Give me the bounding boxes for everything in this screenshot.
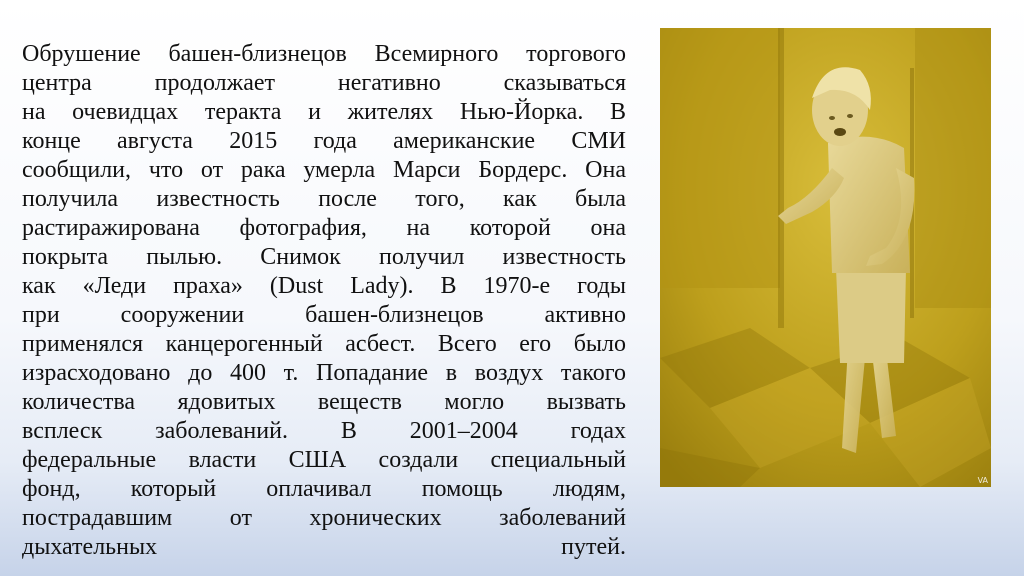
body-text-line: дыхательных путей. xyxy=(22,534,626,560)
body-text-line: центра продолжает негативно сказываться xyxy=(22,70,626,96)
body-text-line: получила известность после того, как была xyxy=(22,186,626,212)
body-text-line: Обрушение башен-близнецов Всемирного торгового xyxy=(22,41,626,67)
body-text-line: при сооружении башен-близнецов активно xyxy=(22,302,626,328)
photo-illustration xyxy=(660,28,991,487)
wall-edge xyxy=(778,28,784,328)
body-text-line: количества ядовитых веществ могло вызвать xyxy=(22,389,626,415)
body-text-line: применялся канцерогенный асбест. Всего его было xyxy=(22,331,626,357)
dust-lady-photo xyxy=(660,28,991,487)
body-text xyxy=(22,40,626,562)
body-text-line: федеральные власти США создали специальный xyxy=(22,447,626,473)
figure-eye xyxy=(847,114,853,118)
body-text-line: как «Леди праха» (Dust Lady). В 1970-е годы xyxy=(22,273,626,299)
body-text-line: конце августа 2015 года американские СМИ xyxy=(22,128,626,154)
body-text-line: покрыта пылью. Снимок получил известность xyxy=(22,244,626,270)
body-text-line: фонд, который оплачивал помощь людям, xyxy=(22,476,626,502)
photo-watermark: VA xyxy=(977,476,988,485)
body-text-line: на очевидцах теракта и жителях Нью-Йорка. В xyxy=(22,99,626,125)
wall-panel xyxy=(915,28,991,308)
body-text-line: пострадавшим от хронических заболеваний xyxy=(22,505,626,531)
body-text-line: всплеск заболеваний. В 2001–2004 годах xyxy=(22,418,626,444)
figure-mouth xyxy=(834,128,846,136)
body-text-line: израсходовано до 400 т. Попадание в воздух такого xyxy=(22,360,626,386)
figure-torso xyxy=(828,137,910,273)
body-text-line: растиражирована фотография, на которой она xyxy=(22,215,626,241)
figure-eye xyxy=(829,116,835,120)
body-text-line: сообщили, что от рака умерла Марси Бордерс. Она xyxy=(22,157,626,183)
wall-panel xyxy=(660,28,780,288)
figure-skirt xyxy=(836,268,906,363)
